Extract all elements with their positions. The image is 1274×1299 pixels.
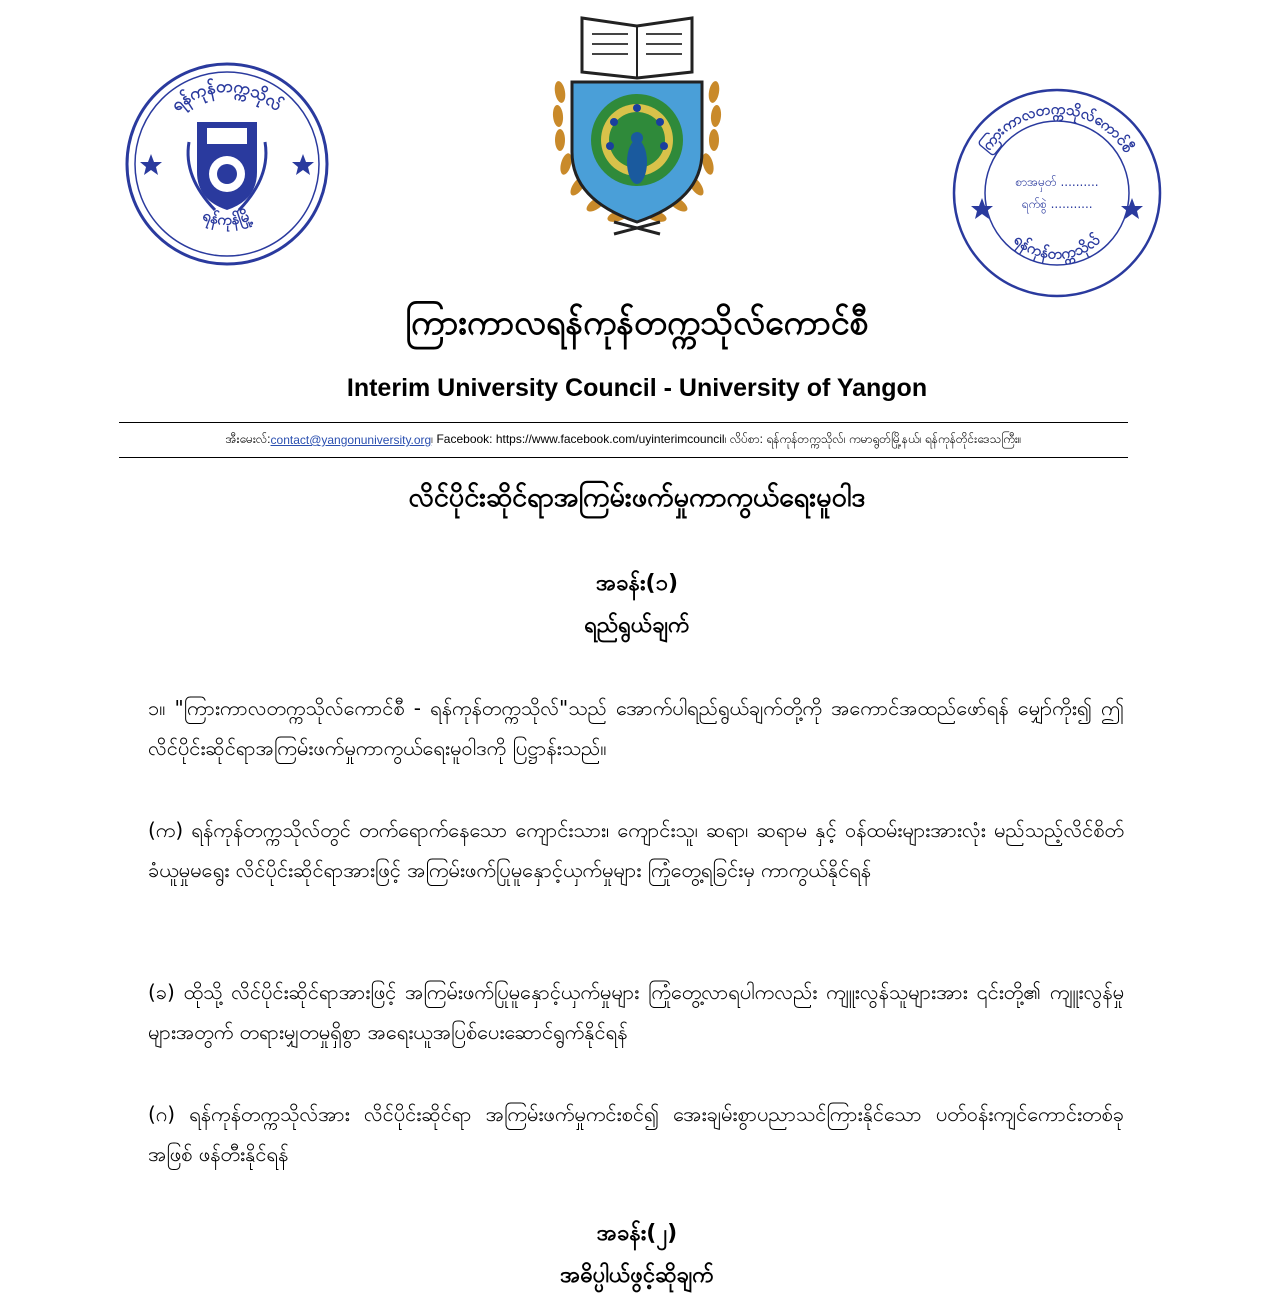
chapter-2-number: အခန်း(၂) xyxy=(596,1221,678,1246)
seal-right-line2: ရက်စွဲ ........... xyxy=(1021,197,1093,211)
paragraph-ga: (ဂ) ရန်ကုန်တက္ကသိုလ်အား လိင်ပိုင်းဆိုင်ရာ အကြမ်းဖက်မှုကင်းစင်၍ အေးချမ်းစွာပညာသင်ကြားနိုင်သော ပတ်ဝန်းကျင်ကောင်းတစ်ခုအဖြစ် ဖန်တီးနိုင်ရန် xyxy=(148,1102,1124,1166)
seal-right-top-text: ကြားကာလတက္ကသိုလ်ကောင်စီ xyxy=(976,99,1138,156)
paragraph-kha: (ခ) ထိုသို့ လိင်ပိုင်းဆိုင်ရာအားဖြင့် အကြမ်းဖက်ပြုမူနှောင့်ယှက်မှုများ ကြုံတွေ့လာရပါကလည်း ကျူးလွန်သူများအား ၎င်းတို့၏ ကျူးလွန်မှုများအတွက် တရားမျှတမှုရှိစွာ အရေးယူအပြစ်ပေးဆောင်ရွက်နိုင်ရန် xyxy=(148,980,1124,1044)
chapter-1-number: အခန်း(၁) xyxy=(595,571,679,596)
open-book-icon xyxy=(582,18,692,78)
seal-right-bottom-text: ရန်ကုန်တက္ကသိုလ် xyxy=(1010,230,1104,263)
seal-left-bottom-text: ရန်ကုန်မြို့ xyxy=(200,206,254,229)
email-link[interactable]: contact@yangonuniversity.org xyxy=(270,433,432,447)
star-icon xyxy=(1121,198,1143,219)
council-title-english: Interim University Council - University of Yangon xyxy=(346,374,928,402)
seal-left-top-text: ရန်ကုန်တက္ကသိုလ် xyxy=(167,76,287,116)
email-label: အီးမေးလ်: xyxy=(225,432,271,446)
council-title-myanmar: ကြားကာလရန်ကုန်တက္ကသိုလ်ကောင်စီ xyxy=(405,303,869,343)
contact-bar xyxy=(119,422,1128,458)
chapter-1-title: ရည်ရွယ်ချက် xyxy=(584,613,690,638)
star-icon xyxy=(140,154,162,175)
chapter-2-title: အဓိပ္ပါယ်ဖွင့်ဆိုချက် xyxy=(560,1263,714,1288)
document-title: လိင်ပိုင်းဆိုင်ရာအကြမ်းဖက်မှုကာကွယ်ရေးမူဝါဒ xyxy=(408,482,866,513)
peacock-icon xyxy=(591,94,683,186)
star-icon xyxy=(971,198,993,219)
svg-text:ရန်ကုန်တက္ကသိုလ် xyxy=(1008,229,1104,267)
paragraph-1: ၁။ "ကြားကာလတက္ကသိုလ်ကောင်စီ - ရန်ကုန်တက္ကသိုလ်"သည် အောက်ပါရည်ရွယ်ချက်တို့ကို အကောင်အထည်ဖော်ရန် မျှော်ကိုး၍ ဤ လိင်ပိုင်းဆိုင်ရာအကြမ်းဖက်မှုကာကွယ်ရေးမူဝါဒကို ပြဋ္ဌာန်းသည်။ xyxy=(148,696,1124,760)
shield-emblem-icon xyxy=(188,122,266,210)
svg-text:ရန်ကုန်တက္ကသိုလ် xyxy=(168,77,287,119)
contact-details: ၊ Facebook: https://www.facebook.com/uyinterimcouncil၊ လိပ်စာ: ရန်ကုန်တက္ကသိုလ်၊ ကမာရွတ်မြို့နယ်၊ ရန်ကုန်တိုင်းဒေသကြီး။ xyxy=(431,432,1022,446)
council-seal-right xyxy=(952,88,1162,298)
university-emblem-center xyxy=(544,12,730,240)
university-seal-left xyxy=(125,62,329,266)
star-icon xyxy=(292,154,314,175)
seal-right-line1: စာအမှတ် .......... xyxy=(1015,175,1099,189)
paragraph-ka: (က) ရန်ကုန်တက္ကသိုလ်တွင် တက်ရောက်နေသော ကျောင်းသား၊ ကျောင်းသူ၊ ဆရာ၊ ဆရာမ နှင့် ဝန်ထမ်းများအားလုံး မည်သည့်လိင်စိတ်ခံယူမှုမရွေး လိင်ပိုင်းဆိုင်ရာအားဖြင့် အကြမ်းဖက်ပြုမူနှောင့်ယှက်မှုများ ကြုံတွေ့ရခြင်းမှ ကာကွယ်နိုင်ရန် xyxy=(148,818,1124,882)
